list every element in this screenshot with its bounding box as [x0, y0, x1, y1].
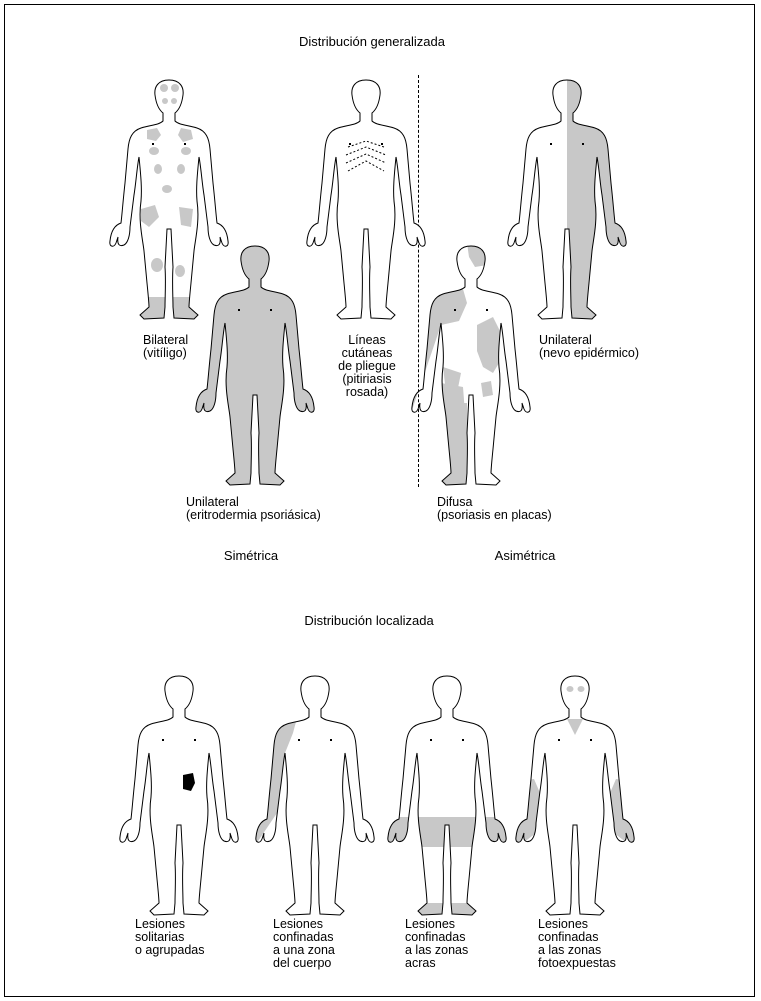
figure-solitary-lesions	[114, 671, 244, 916]
figure-photoexposed-lesions	[510, 671, 640, 916]
figure-epidermal-nevus	[502, 75, 632, 320]
caption-unilateral-erythroderma: Unilateral (eritrodermia psoriásica)	[186, 495, 321, 522]
heading-generalized: Distribución generalizada	[299, 34, 445, 49]
caption-photoexposed: Lesiones confinadas a las zonas fotoexpuestas	[538, 917, 616, 970]
caption-cleavage-lines: Líneas cutáneas de pliegue (pitiriasis rosada)	[338, 333, 396, 399]
caption-unilateral-nevus: Unilateral (nevo epidérmico)	[539, 333, 640, 360]
caption-body-region: Lesiones confinadas a una zona del cuerpo	[273, 917, 335, 970]
heading-localized: Distribución localizada	[304, 613, 434, 628]
heading-asymmetric: Asimétrica	[494, 548, 556, 563]
figure-body-region-lesions	[250, 671, 380, 916]
caption-diffuse: Difusa (psoriasis en placas)	[437, 495, 552, 522]
heading-symmetric: Simétrica	[223, 548, 279, 563]
caption-solitary: Lesiones solitarias o agrupadas	[135, 917, 205, 957]
caption-bilateral: Bilateral (vitíligo)	[143, 333, 189, 360]
figure-acral-lesions	[382, 671, 512, 916]
caption-acral: Lesiones confinadas a las zonas acras	[405, 917, 469, 970]
